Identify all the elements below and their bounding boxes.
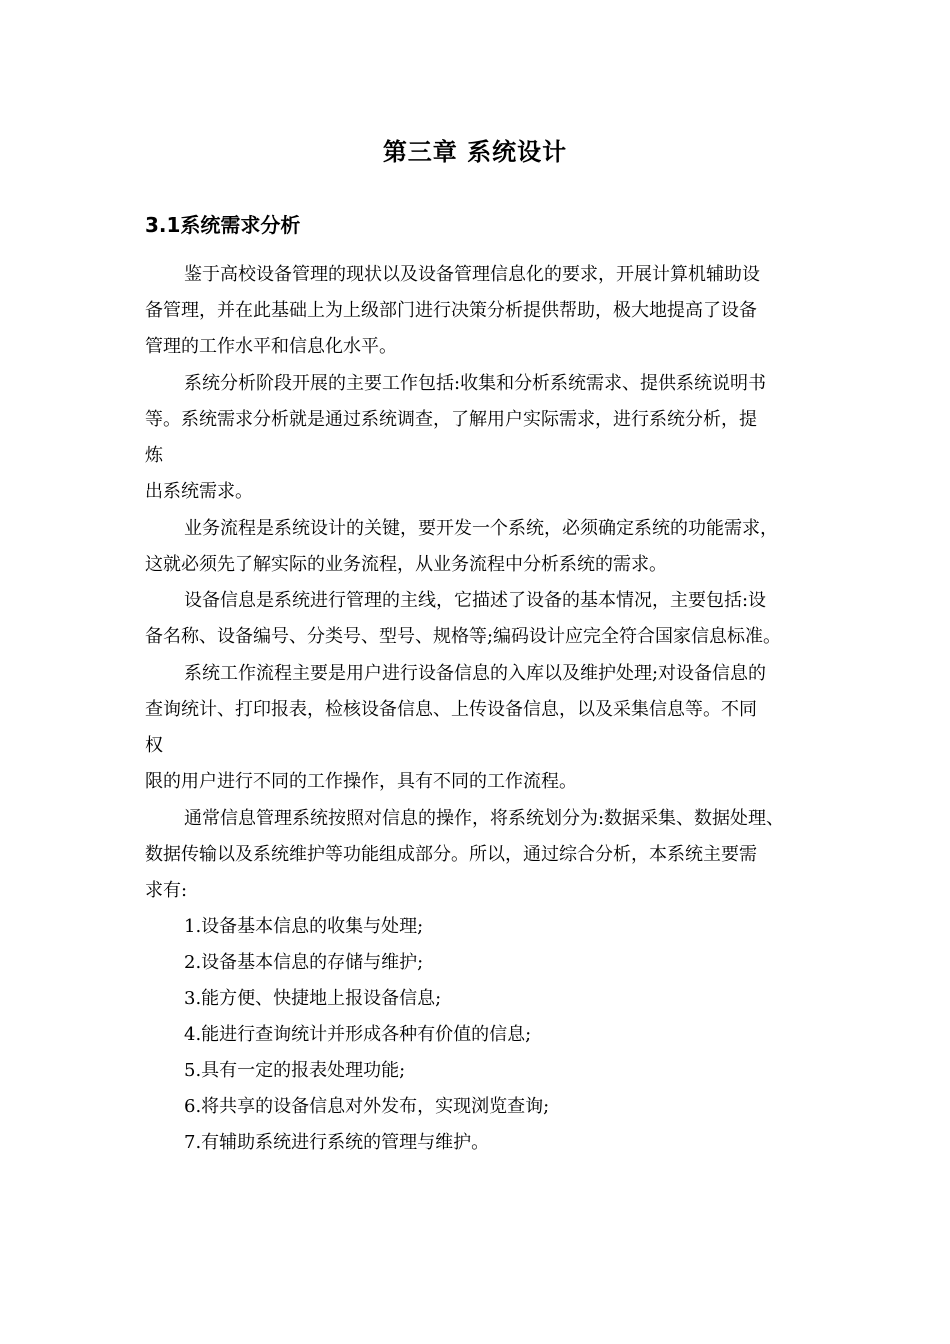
list-item: 4.能进行查询统计并形成各种有价值的信息; — [184, 1024, 532, 1045]
text-line: 通常信息管理系统按照对信息的操作，将系统划分为:数据采集、数据处理、 — [184, 808, 785, 829]
text-line: 查询统计、打印报表，检核设备信息、上传设备信息，以及采集信息等。不同 — [145, 699, 757, 720]
list-item: 6.将共享的设备信息对外发布，实现浏览查询; — [184, 1096, 550, 1117]
text-line: 鉴于高校设备管理的现状以及设备管理信息化的要求，开展计算机辅助设 — [184, 264, 760, 285]
section-title: 3.1系统需求分析 — [145, 213, 301, 237]
text-line: 业务流程是系统设计的关键，要开发一个系统，必须确定系统的功能需求， — [184, 518, 778, 539]
text-line: 这就必须先了解实际的业务流程，从业务流程中分析系统的需求。 — [145, 554, 667, 575]
text-line: 设备信息是系统进行管理的主线，它描述了设备的基本情况，主要包括:设 — [184, 590, 767, 611]
text-line: 等。系统需求分析就是通过系统调查，了解用户实际需求，进行系统分析，提 — [145, 409, 757, 430]
list-item: 5.具有一定的报表处理功能; — [184, 1060, 406, 1081]
text-line: 系统工作流程主要是用户进行设备信息的入库以及维护处理;对设备信息的 — [184, 663, 767, 684]
text-line: 权 — [145, 735, 163, 756]
text-line: 管理的工作水平和信息化水平。 — [145, 336, 397, 357]
chapter-title: 第三章 系统设计 — [382, 138, 568, 166]
text-line: 备管理，并在此基础上为上级部门进行决策分析提供帮助，极大地提高了设备 — [145, 300, 757, 321]
text-line: 限的用户进行不同的工作操作，具有不同的工作流程。 — [145, 771, 577, 792]
list-item: 7.有辅助系统进行系统的管理与维护。 — [184, 1132, 490, 1153]
text-line: 出系统需求。 — [145, 481, 253, 502]
list-item: 2.设备基本信息的存储与维护; — [184, 952, 424, 973]
text-line: 系统分析阶段开展的主要工作包括:收集和分析系统需求、提供系统说明书 — [184, 373, 767, 394]
list-item: 1.设备基本信息的收集与处理; — [184, 916, 424, 937]
list-item: 3.能方便、快捷地上报设备信息; — [184, 988, 442, 1009]
text-line: 备名称、设备编号、分类号、型号、规格等;编码设计应完全符合国家信息标准。 — [145, 626, 782, 647]
text-line: 求有: — [145, 880, 188, 901]
text-line: 炼 — [145, 445, 163, 466]
text-line: 数据传输以及系统维护等功能组成部分。所以，通过综合分析，本系统主要需 — [145, 844, 757, 865]
